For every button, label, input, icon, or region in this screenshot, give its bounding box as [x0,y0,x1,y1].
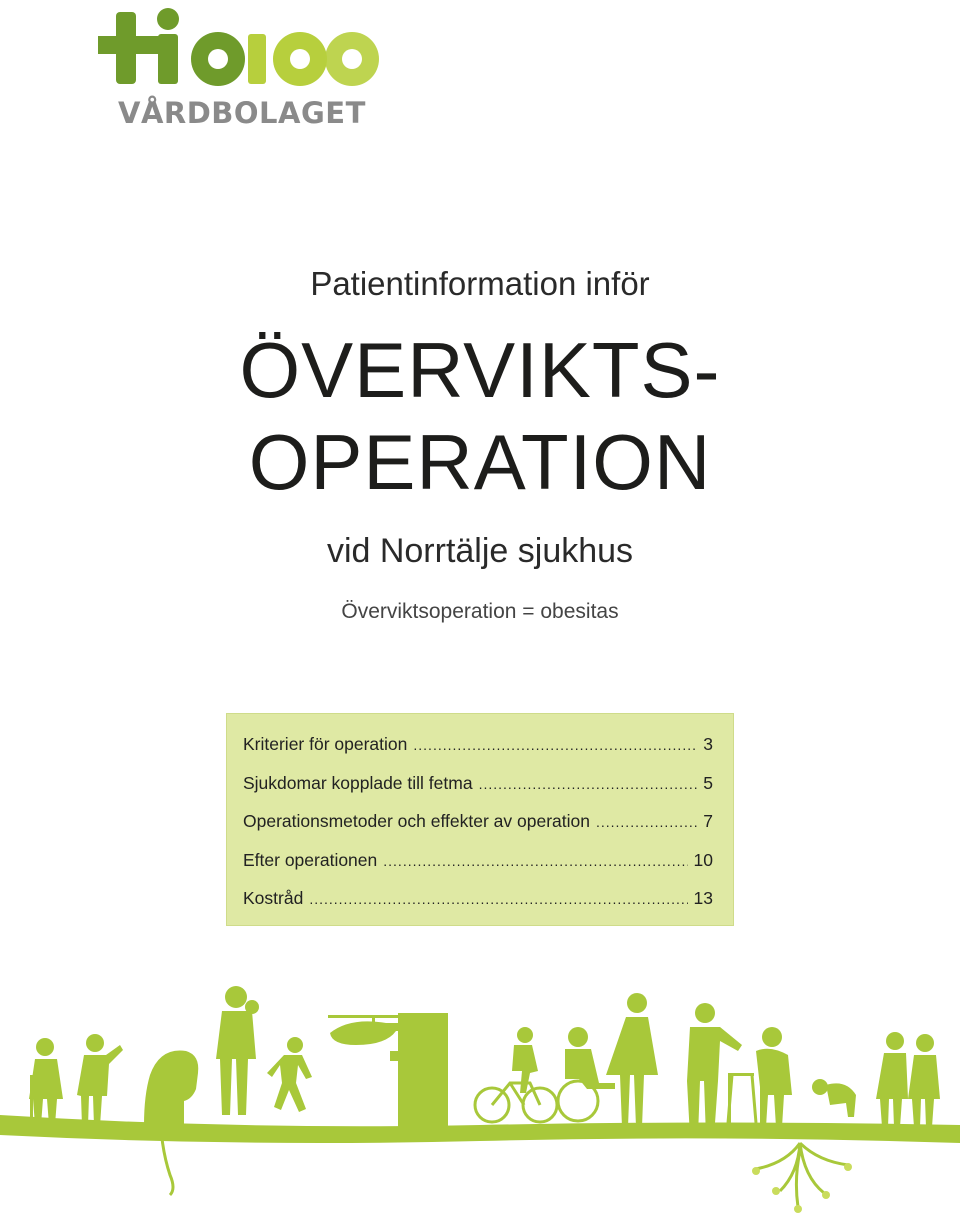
subtitle: vid Norrtälje sjukhus [326,532,634,570]
toc-page-number: 13 [693,888,713,908]
toc-label: Operationsmetoder och effekter av operation [243,811,590,831]
pre-title: Patientinformation inför [310,265,650,302]
toc-row[interactable] [243,850,713,889]
toc-page-number: 5 [703,772,713,793]
toc-label: Kriterier för operation [243,734,408,754]
main-title-line-2: OPERATION [248,418,712,506]
table-of-contents [226,713,734,926]
toc-page-number: 7 [703,811,713,831]
definition-note: Överviktsoperation = obesitas [341,600,619,623]
main-title-line-1: ÖVERVIKTS- [239,326,721,414]
toc-row[interactable] [243,773,713,812]
toc-label: Kostråd [243,888,304,908]
toc-leader-dots [596,814,697,830]
toc-leader-dots [383,853,687,869]
people-silhouettes-illustration [0,975,960,1228]
toc-row[interactable] [243,811,713,850]
toc-page-number: 3 [703,734,713,754]
toc-leader-dots [309,891,687,907]
toc-leader-dots [479,776,698,792]
toc-row[interactable] [243,734,713,773]
toc-row[interactable] [243,888,713,927]
toc-label: Sjukdomar kopplade till fetma [243,772,473,793]
toc-page-number: 10 [693,849,713,870]
logo-subtitle: VÅRDBOLAGET [118,96,366,130]
toc-leader-dots [413,737,697,753]
toc-label: Efter operationen [243,849,378,870]
